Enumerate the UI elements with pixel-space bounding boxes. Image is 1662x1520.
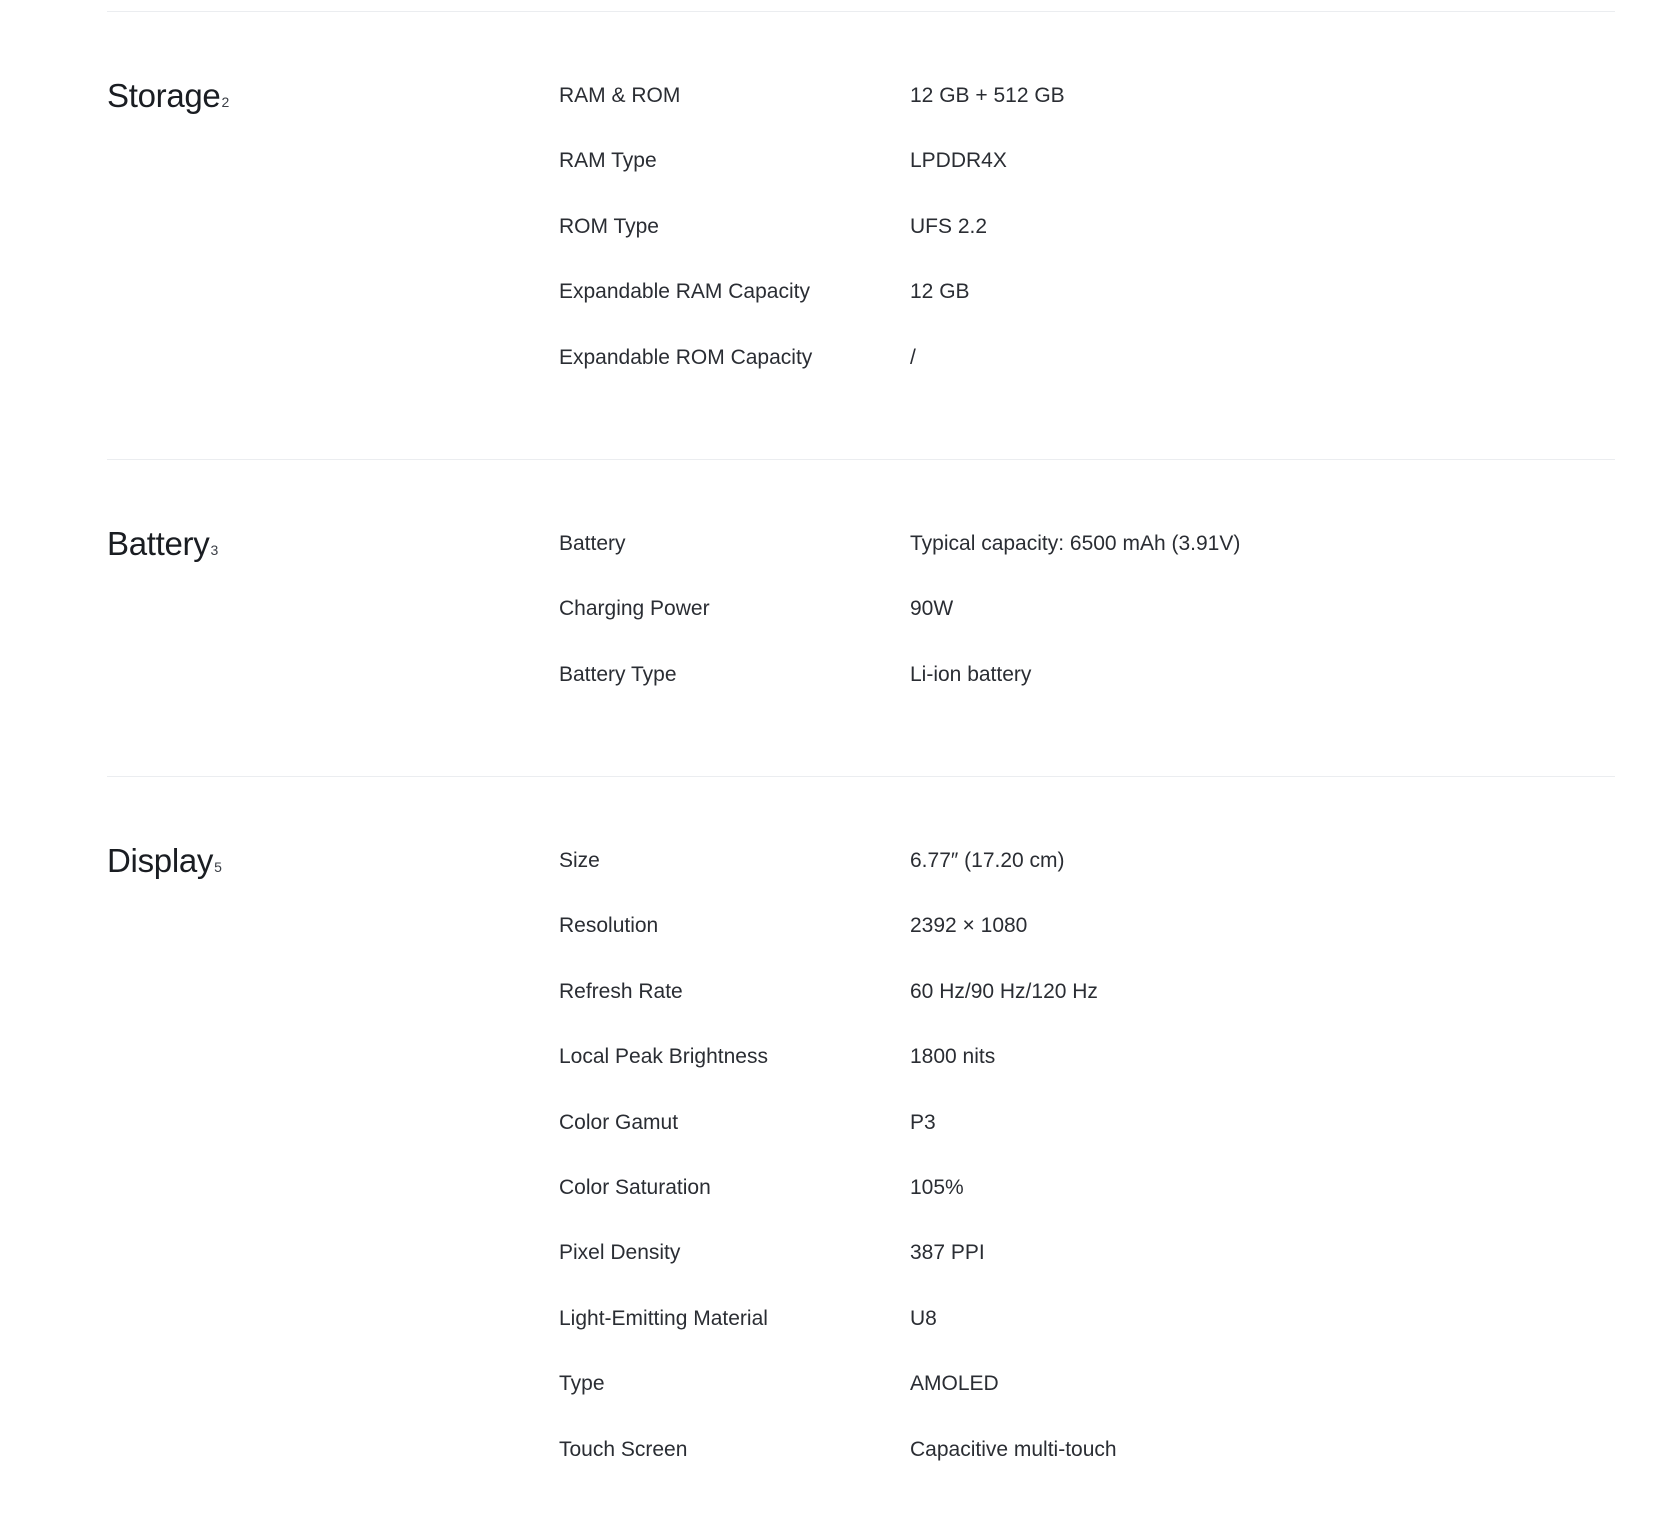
spec-row — [559, 76, 1615, 141]
spec-row — [559, 972, 1615, 1037]
spec-label: Local Peak Brightness — [559, 1045, 768, 1069]
spec-value: 12 GB — [910, 280, 970, 304]
spec-label: Battery Type — [559, 662, 677, 686]
spec-label: Pixel Density — [559, 1241, 681, 1265]
spec-row — [559, 338, 1615, 403]
spec-label: Light-Emitting Material — [559, 1306, 768, 1330]
spec-value: AMOLED — [910, 1372, 999, 1396]
section-title-battery — [107, 524, 218, 564]
spec-value: 387 PPI — [910, 1241, 985, 1265]
spec-value: / — [910, 345, 916, 369]
spec-value: Capacitive multi-touch — [910, 1437, 1117, 1461]
spec-label: Color Gamut — [559, 1110, 679, 1134]
spec-label: Touch Screen — [559, 1437, 688, 1461]
spec-row — [559, 589, 1615, 654]
section-title-display — [107, 841, 222, 881]
spec-value: U8 — [910, 1306, 937, 1330]
storage-spec-list — [559, 76, 1615, 403]
spec-value: 6.77″ (17.20 cm) — [910, 849, 1065, 872]
spec-value: UFS 2.2 — [910, 214, 988, 238]
spec-value: 2392 × 1080 — [910, 914, 1028, 938]
section-title-text: Storage — [107, 77, 221, 114]
section-divider — [107, 459, 1615, 460]
spec-row — [559, 1037, 1615, 1102]
spec-label: Refresh Rate — [559, 979, 683, 1003]
spec-value: 105% — [910, 1175, 964, 1199]
spec-label: Size — [559, 849, 600, 872]
spec-label: Type — [559, 1372, 605, 1396]
footnote-link[interactable]: 5 — [214, 859, 222, 875]
spec-value: 60 Hz/90 Hz/120 Hz — [910, 979, 1098, 1003]
spec-value: P3 — [910, 1110, 936, 1134]
spec-row — [559, 1103, 1615, 1168]
spec-label: Color Saturation — [559, 1175, 711, 1199]
spec-value: 1800 nits — [910, 1045, 996, 1069]
spec-row — [559, 1299, 1615, 1364]
spec-label: Charging Power — [559, 597, 710, 621]
spec-value: Typical capacity: 6500 mAh (3.91V) — [910, 532, 1241, 555]
spec-row — [559, 141, 1615, 206]
battery-spec-list — [559, 524, 1615, 720]
spec-value: 12 GB + 512 GB — [910, 84, 1065, 107]
footnote-link[interactable]: 2 — [221, 94, 229, 110]
spec-row — [559, 272, 1615, 337]
spec-row — [559, 524, 1615, 589]
spec-row — [559, 207, 1615, 272]
spec-row — [559, 655, 1615, 720]
section-title-storage — [107, 76, 229, 116]
spec-row — [559, 1233, 1615, 1298]
spec-label: Expandable RAM Capacity — [559, 280, 810, 304]
spec-label: Resolution — [559, 914, 659, 938]
section-title-text: Battery — [107, 525, 210, 562]
spec-value: Li-ion battery — [910, 662, 1032, 686]
spec-row — [559, 1364, 1615, 1429]
spec-value: 90W — [910, 597, 954, 621]
section-title-text: Display — [107, 842, 214, 879]
display-spec-list — [559, 841, 1615, 1495]
top-divider — [107, 11, 1615, 12]
spec-label: Expandable ROM Capacity — [559, 345, 813, 369]
spec-row — [559, 1168, 1615, 1233]
spec-label: RAM Type — [559, 149, 657, 173]
footnote-link[interactable]: 3 — [210, 542, 218, 558]
spec-label: ROM Type — [559, 214, 659, 238]
spec-label: RAM & ROM — [559, 84, 681, 107]
section-divider — [107, 776, 1615, 777]
spec-row — [559, 906, 1615, 971]
spec-row — [559, 841, 1615, 906]
spec-value: LPDDR4X — [910, 149, 1007, 173]
spec-label: Battery — [559, 532, 626, 555]
spec-row — [559, 1430, 1615, 1495]
